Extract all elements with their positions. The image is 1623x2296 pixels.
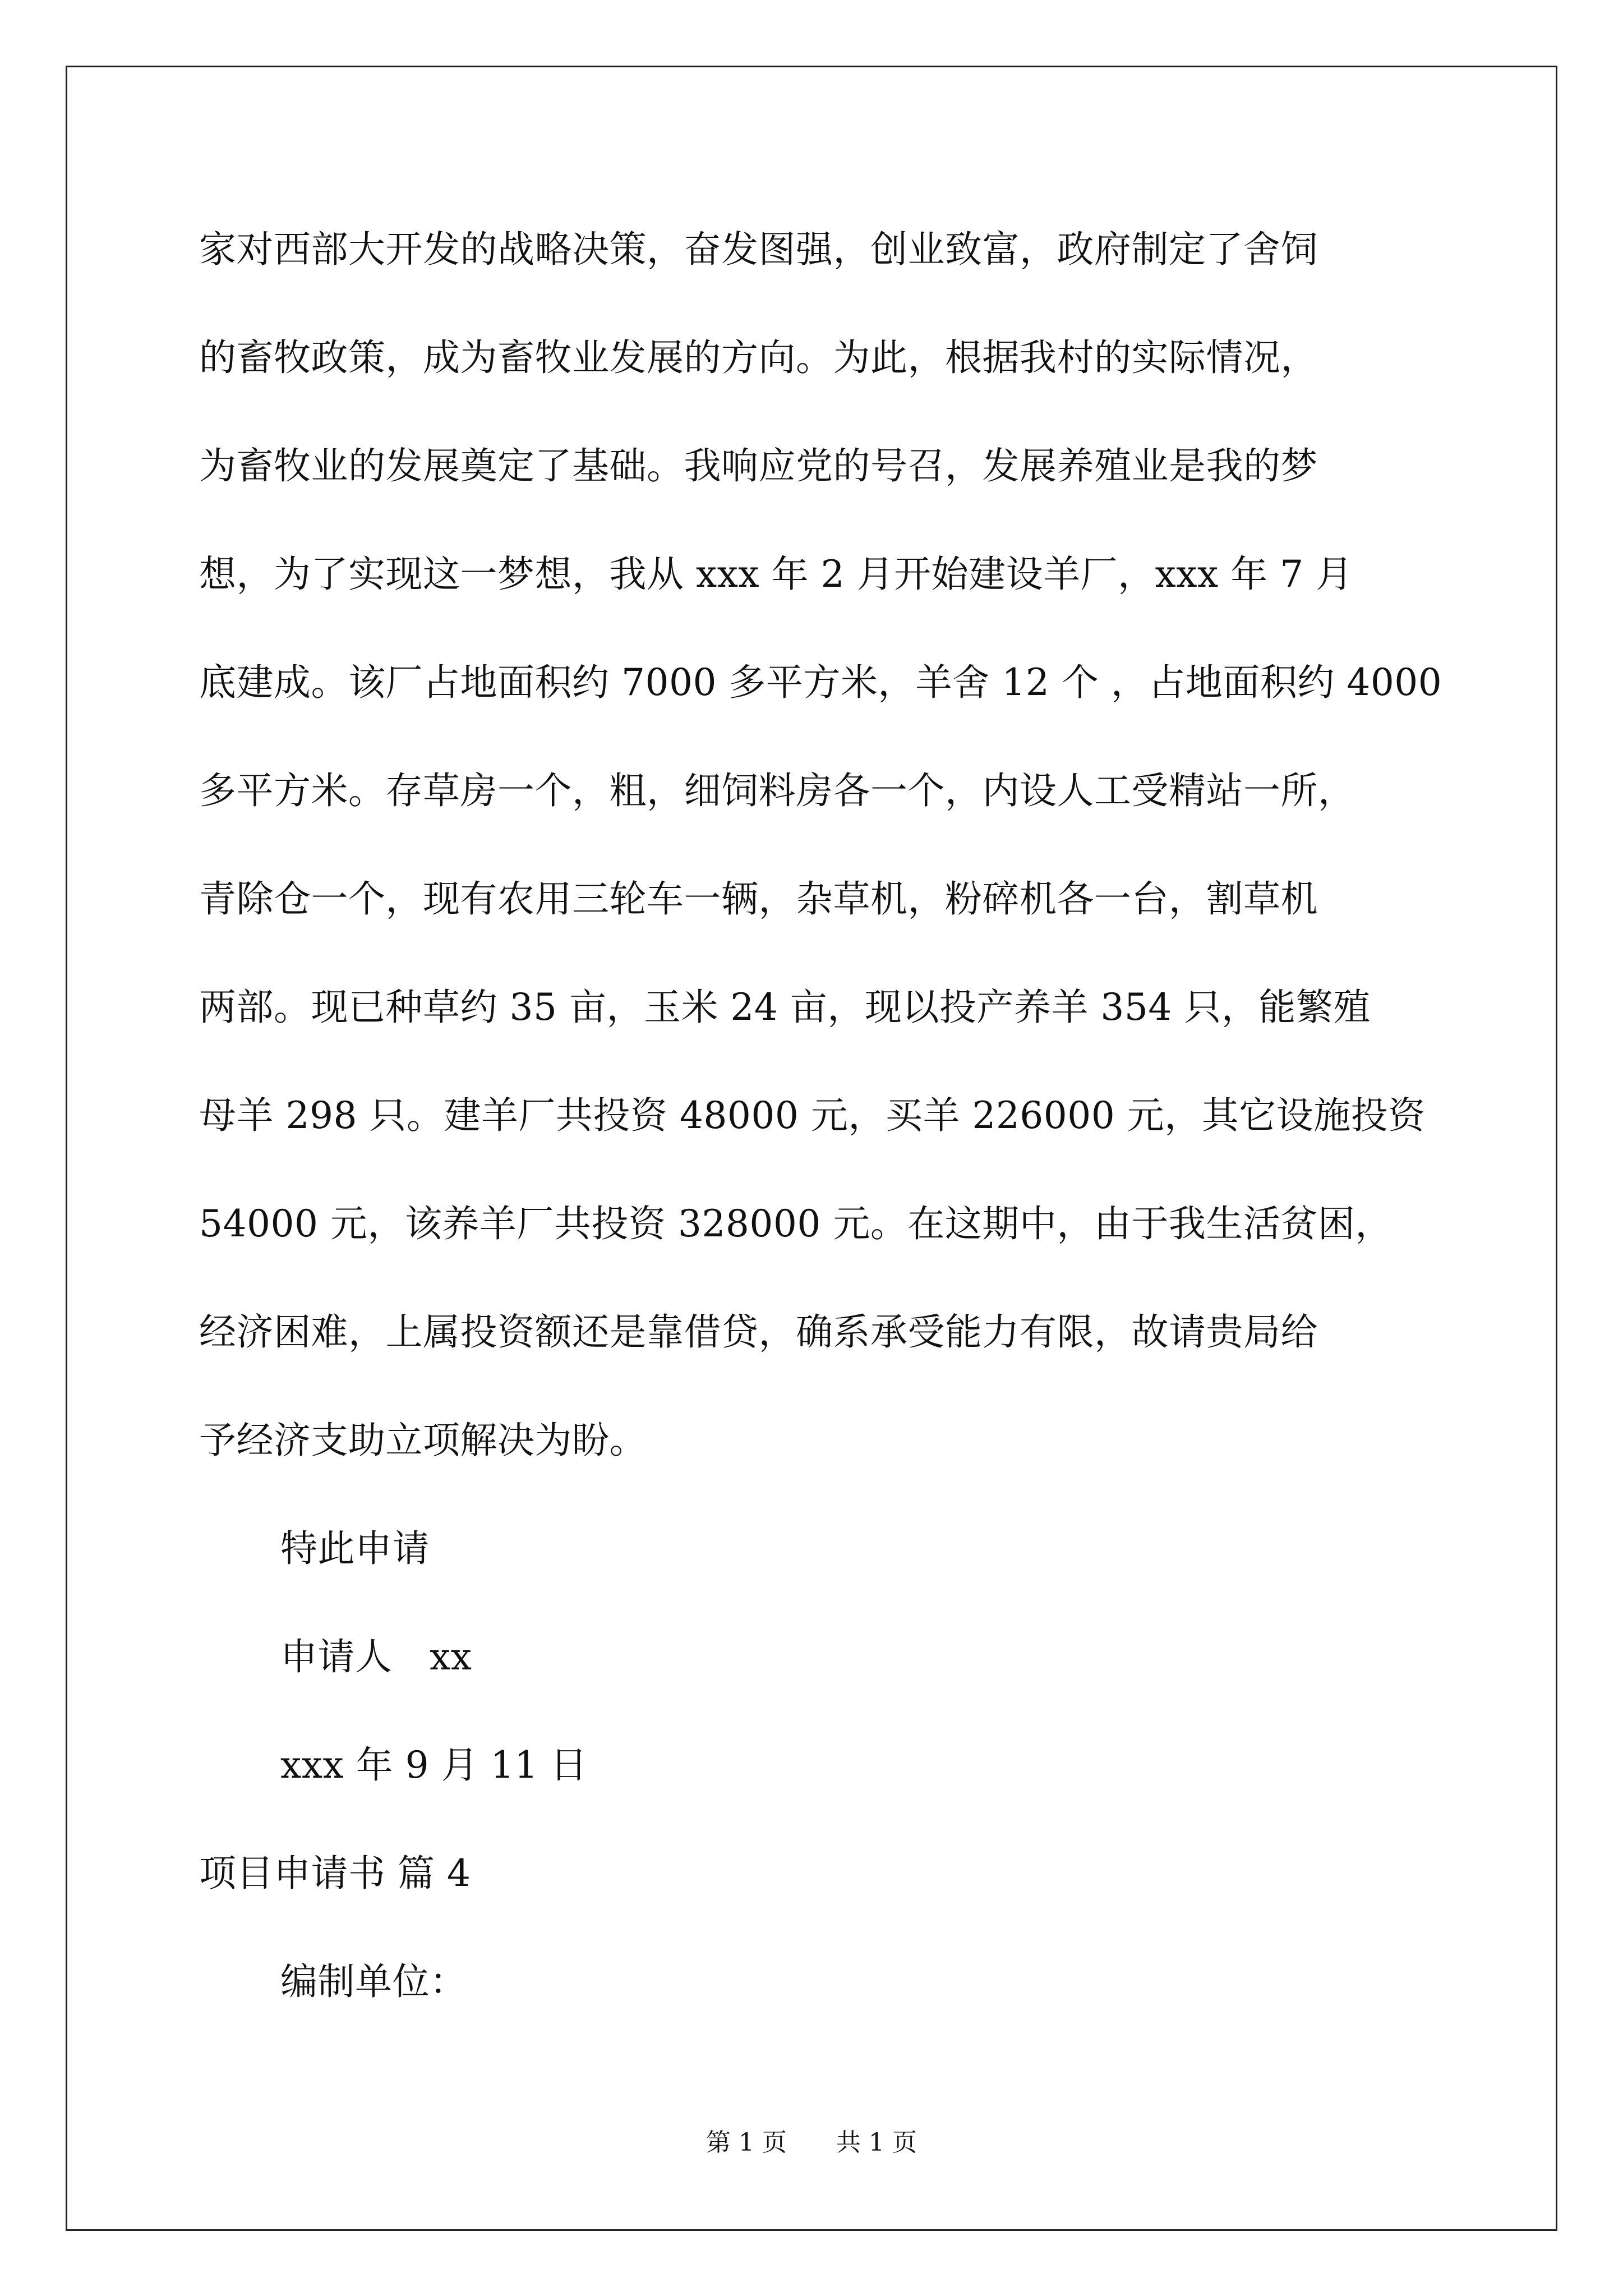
page-number-total: 共 1 页 <box>836 2128 917 2157</box>
paragraph-line: 想，为了实现这一梦想，我从 xxx 年 2 月开始建设羊厂，xxx 年 7 月 <box>199 553 1353 596</box>
paragraph-line: 家对西部大开发的战略决策，奋发图强，创业致富，政府制定了舍饲 <box>199 228 1318 271</box>
paragraph-line: 为畜牧业的发展奠定了基础。我响应党的号召，发展养殖业是我的梦 <box>199 444 1318 487</box>
paragraph-line: 予经济支助立项解决为盼。 <box>199 1419 647 1462</box>
paragraph-line: 多平方米。存草房一个，粗，细饲料房各一个，内设人工受精站一所， <box>199 769 1355 812</box>
date-line: xxx 年 9 月 11 日 <box>280 1743 588 1787</box>
paragraph-line: 母羊 298 只。建羊厂共投资 48000 元，买羊 226000 元，其它设施投资 <box>199 1094 1426 1137</box>
paragraph-line: 的畜牧政策，成为畜牧业发展的方向。为此，根据我村的实际情况， <box>199 336 1318 379</box>
page-number-current: 第 1 页 <box>706 2128 787 2157</box>
page-footer <box>0 2126 1623 2160</box>
paragraph-line: 经济困难，上属投资额还是靠借贷，确系承受能力有限，故请贵局给 <box>199 1310 1318 1354</box>
closing-phrase: 特此申请 <box>280 1527 430 1570</box>
paragraph-line: 底建成。该厂占地面积约 7000 多平方米，羊舍 12 个 ，占地面积约 4000 <box>199 661 1442 704</box>
paragraph-line: 54000 元，该养羊厂共投资 328000 元。在这期中，由于我生活贫困， <box>199 1202 1393 1245</box>
paragraph-line: 两部。现已种草约 35 亩，玉米 24 亩，现以投产养羊 354 只，能繁殖 <box>199 986 1371 1029</box>
document-body <box>199 213 1455 2054</box>
section-heading: 项目申请书 篇 4 <box>199 1852 471 1895</box>
field-label-compiling-unit: 编制单位： <box>280 1960 467 2003</box>
applicant-line: 申请人 xx <box>280 1635 472 1678</box>
paragraph-line: 青除仓一个，现有农用三轮车一辆，杂草机，粉碎机各一台，割草机 <box>199 877 1318 921</box>
